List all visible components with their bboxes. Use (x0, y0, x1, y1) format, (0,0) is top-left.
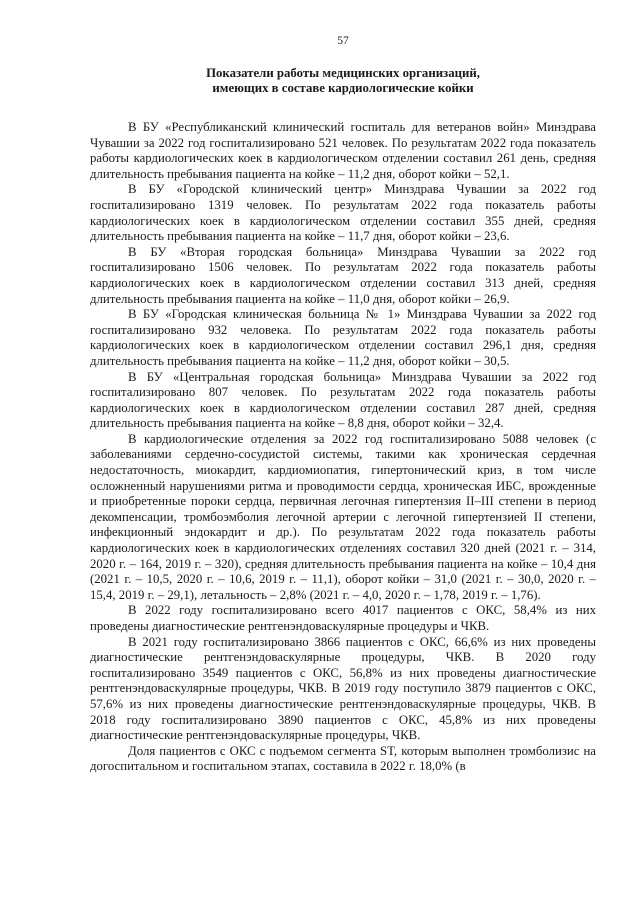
paragraph-central-city-hospital: В БУ «Центральная городская больница» Минздрава Чувашии за 2022 год госпитализировано 807 человек. По результатам 2022 года показатель работы кардиологических коек в кардиологическом отделении составил 287 дней, средняя длительность пребывания пациента на койке – 8,8 дня, оборот койки – 32,4. (90, 369, 596, 431)
paragraph-hospital-veterans: В БУ «Республиканский клинический госпиталь для ветеранов войн» Минздрава Чувашии за 2022 год госпитализировано 521 человек. По результатам 2022 года показатель работы кардиологических коек в кардиологическом отделении составил 261 день, средняя длительность пребывания пациента на койке – 11,2 дня, оборот койки – 52,1. (90, 120, 596, 181)
paragraph-acs-2022: В 2022 году госпитализировано всего 4017 пациентов с ОКС, 58,4% из них проведены диагностические рентгенэндоваскулярные процедуры и ЧКВ. (90, 603, 596, 633)
paragraph-city-clinical-hospital-1: В БУ «Городская клиническая больница № 1» Минздрава Чувашии за 2022 год госпитализировано 932 человека. По результатам 2022 года показатель работы кардиологических коек в кардиологическом отделении составил 296,1 дня, средняя длительность пребывания пациента на койке – 11,2 дня, оборот койки – 30,5. (90, 307, 596, 368)
paragraph-cardiology-summary: В кардиологические отделения за 2022 год госпитализировано 5088 человек (с заболеваниями сердечно-сосудистой системы, такими как хроническая сердечная недостаточность, миокардит, кардиомиопатия, гипертонический криз, в том числе осложненный нарушениями ритма и проводимости сердца, хроническая ИБС, врожденные и приобретенные пороки сердца, первичная легочная гипертензия II–III степени в период декомпенсации, тромбоэмболия легочной артерии с легочной гипертензией II степени, инфекционный эндокардит и др.). По результатам 2022 года показатель работы кардиологических коек в кардиологических отделениях составил 320 дней (2021 г. – 314, 2020 г. – 164, 2019 г. – 320), средняя длительность пребывания пациента на койке – 10,4 дня (2021 г. – 10,5, 2020 г. – 10,6, 2019 г. – 11,1), оборот койки – 31,0 (2021 г. – 30,0, 2020 г. – 15,4, 2019 г. – 29,1), летальность – 2,8% (2021 г. – 4,0, 2020 г. – 1,78, 2019 г. – 1,76). (90, 431, 596, 602)
document-body (90, 120, 596, 775)
section-title-line: Показатели работы медицинских организаций, (206, 66, 480, 80)
paragraph-acs-history: В 2021 году госпитализировано 3866 пациентов с ОКС, 66,6% из них проведены диагностические рентгенэндоваскулярные процедуры, ЧКВ. В 2020 году госпитализировано 3549 пациентов с ОКС, 56,8% из них проведены диагностические рентгенэндоваскулярные процедуры, ЧКВ. В 2019 году поступило 3879 пациентов с ОКС, 57,6% из них проведены диагностические рентгенэндоваскулярные процедуры, ЧКВ. В 2018 году госпитализировано 3890 пациентов с ОКС, 45,8% из них проведены диагностические рентгенэндоваскулярные процедуры, ЧКВ. (90, 634, 596, 743)
page-number: 57 (337, 35, 349, 47)
paragraph-city-clinical-center: В БУ «Городской клинический центр» Минздрава Чувашии за 2022 год госпитализировано 1319 человек. По результатам 2022 года показатель работы кардиологических коек в кардиологическом отделении составил 355 дней, средняя длительность пребывания пациента на койке – 11,7 дня, оборот койки – 23,6. (90, 182, 596, 244)
section-title-line: имеющих в составе кардиологические койки (212, 81, 474, 95)
section-title (90, 66, 596, 96)
paragraph-thrombolysis: Доля пациентов с ОКС с подъемом сегмента ST, которым выполнен тромболизис на догоспитальном и госпитальном этапах, составила в 2022 г. 18,0% (в (90, 743, 596, 774)
paragraph-second-city-hospital: В БУ «Вторая городская больница» Минздрава Чувашии за 2022 год госпитализировано 1506 человек. По результатам 2022 года показатель работы кардиологических коек в кардиологическом отделении составил 313 дней, средняя длительность пребывания пациента на койке – 11,0 дня, оборот койки – 26,9. (90, 244, 596, 306)
